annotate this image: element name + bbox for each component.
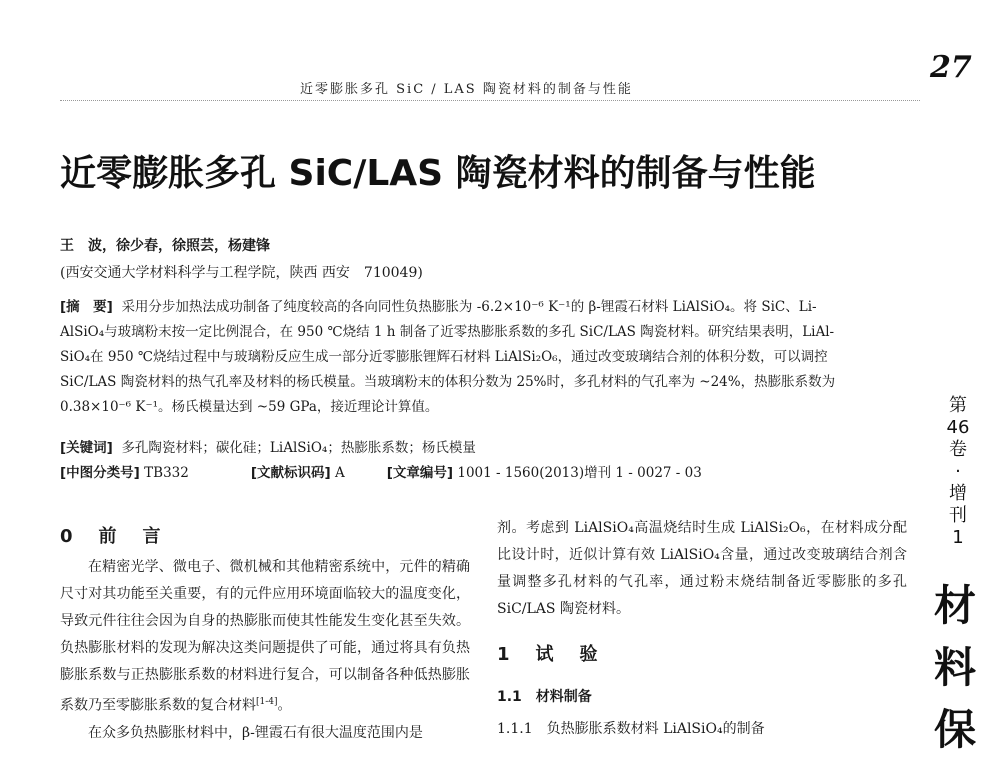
side-char: 1 bbox=[952, 527, 964, 548]
header-rule bbox=[60, 100, 920, 101]
abstract-line: AlSiO₄与玻璃粉末按一定比例混合，在 950 ℃烧结 1 h 制备了近零热膨胀系数的多孔 SiC/LAS 陶瓷材料。研究结果表明，LiAl- bbox=[60, 324, 835, 340]
abstract-line: 采用分步加热法成功制备了纯度较高的各向同性负热膨胀为 -6.2×10⁻⁶ K⁻¹的 β-锂霞石材料 LiAlSiO₄。将 SiC、Li- bbox=[121, 299, 817, 315]
side-char: 刊 bbox=[949, 505, 967, 526]
keywords-text: 多孔陶瓷材料；碳化硅；LiAlSiO₄；热膨胀系数；杨氏模量 bbox=[121, 440, 476, 456]
subsection-heading: 1.1 材料制备 bbox=[497, 689, 592, 705]
side-char: 46 bbox=[946, 417, 970, 438]
article-no-value: 1001 - 1560(2013)增刊 1 - 0027 - 03 bbox=[457, 465, 702, 481]
magazine-char: 保 bbox=[933, 705, 976, 754]
article-title: 近零膨胀多孔 SiC/LAS 陶瓷材料的制备与性能 bbox=[60, 153, 816, 194]
affiliation: (西安交通大学材料科学与工程学院，陕西 西安 710049) bbox=[60, 265, 423, 281]
side-magazine-name bbox=[930, 575, 980, 761]
doc-code-value: A bbox=[334, 465, 345, 481]
right-paragraph: 剂。考虑到 LiAlSiO₄高温烧结时生成 LiAlSi₂O₆，在材料成分配比设计时，近似计算有效 LiAlSiO₄含量，通过改变玻璃结合剂含量调整多孔材料的气孔率，通过粉末烧结制备近零膨胀的多孔 SiC/LAS 陶瓷材料。 bbox=[497, 520, 907, 617]
subsubsection-heading: 1.1.1 负热膨胀系数材料 LiAlSiO₄的制备 bbox=[497, 721, 765, 737]
intro-paragraph: 在精密光学、微电子、微机械和其他精密系统中，元件的精确尺寸对其功能至关重要，有的元件应用环境面临较大的温度变化，导致元件往往会因为自身的热膨胀而使其性能发生变化甚至失效。负热膨胀材料的发现为解决这类问题提供了可能，通过将具有负热膨胀系数与正热膨胀系数的材料进行复合，可以制备各种低热膨胀系数乃至零膨胀系数的复合材料 bbox=[60, 559, 470, 714]
citation: [1-4] bbox=[256, 697, 278, 707]
running-title: 近零膨胀多孔 SiC / LAS 陶瓷材料的制备与性能 bbox=[300, 82, 633, 97]
article-no-label: [文章编号] bbox=[386, 465, 454, 481]
intro-text bbox=[60, 554, 470, 747]
side-char: 第 bbox=[949, 395, 967, 416]
classification-line bbox=[60, 461, 910, 481]
keywords bbox=[60, 436, 476, 456]
side-char: 卷 bbox=[949, 439, 967, 460]
intro-paragraph-2: 在众多负热膨胀材料中，β-锂霞石有很大温度范围内是 bbox=[88, 724, 423, 741]
keywords-label: [关键词] bbox=[60, 440, 113, 456]
doc-code-label: [文献标识码] bbox=[250, 465, 331, 481]
section-heading-intro: 0 前 言 bbox=[60, 526, 165, 547]
abstract-line: SiC/LAS 陶瓷材料的热气孔率及材料的杨氏模量。当玻璃粉末的体积分数为 25%时，多孔材料的气孔率为 ~24%，热膨胀系数为 bbox=[60, 374, 836, 390]
magazine-char: 料 bbox=[933, 643, 976, 692]
abstract bbox=[60, 295, 910, 420]
section-heading-experiment: 1 试 验 bbox=[497, 644, 602, 665]
right-column-text bbox=[497, 515, 907, 623]
abstract-line: SiO₄在 950 ℃烧结过程中与玻璃粉反应生成一部分近零膨胀锂辉石材料 LiAlSi₂O₆，通过改变玻璃结合剂的体积分数，可以调控 bbox=[60, 349, 828, 365]
side-volume-label bbox=[946, 395, 970, 549]
abstract-label: [摘 要] bbox=[60, 299, 113, 315]
authors: 王 波，徐少春，徐照芸，杨建锋 bbox=[60, 238, 270, 254]
abstract-line: 0.38×10⁻⁶ K⁻¹。杨氏模量达到 ~59 GPa，接近理论计算值。 bbox=[60, 399, 439, 415]
page-number: 27 bbox=[930, 50, 972, 85]
side-char: · bbox=[955, 461, 961, 482]
side-char: 增 bbox=[949, 483, 967, 504]
magazine-char: 材 bbox=[933, 581, 976, 630]
clc-label: [中图分类号] bbox=[60, 465, 140, 481]
clc-value: TB332 bbox=[144, 465, 189, 481]
intro-paragraph-end: 。 bbox=[277, 697, 292, 714]
